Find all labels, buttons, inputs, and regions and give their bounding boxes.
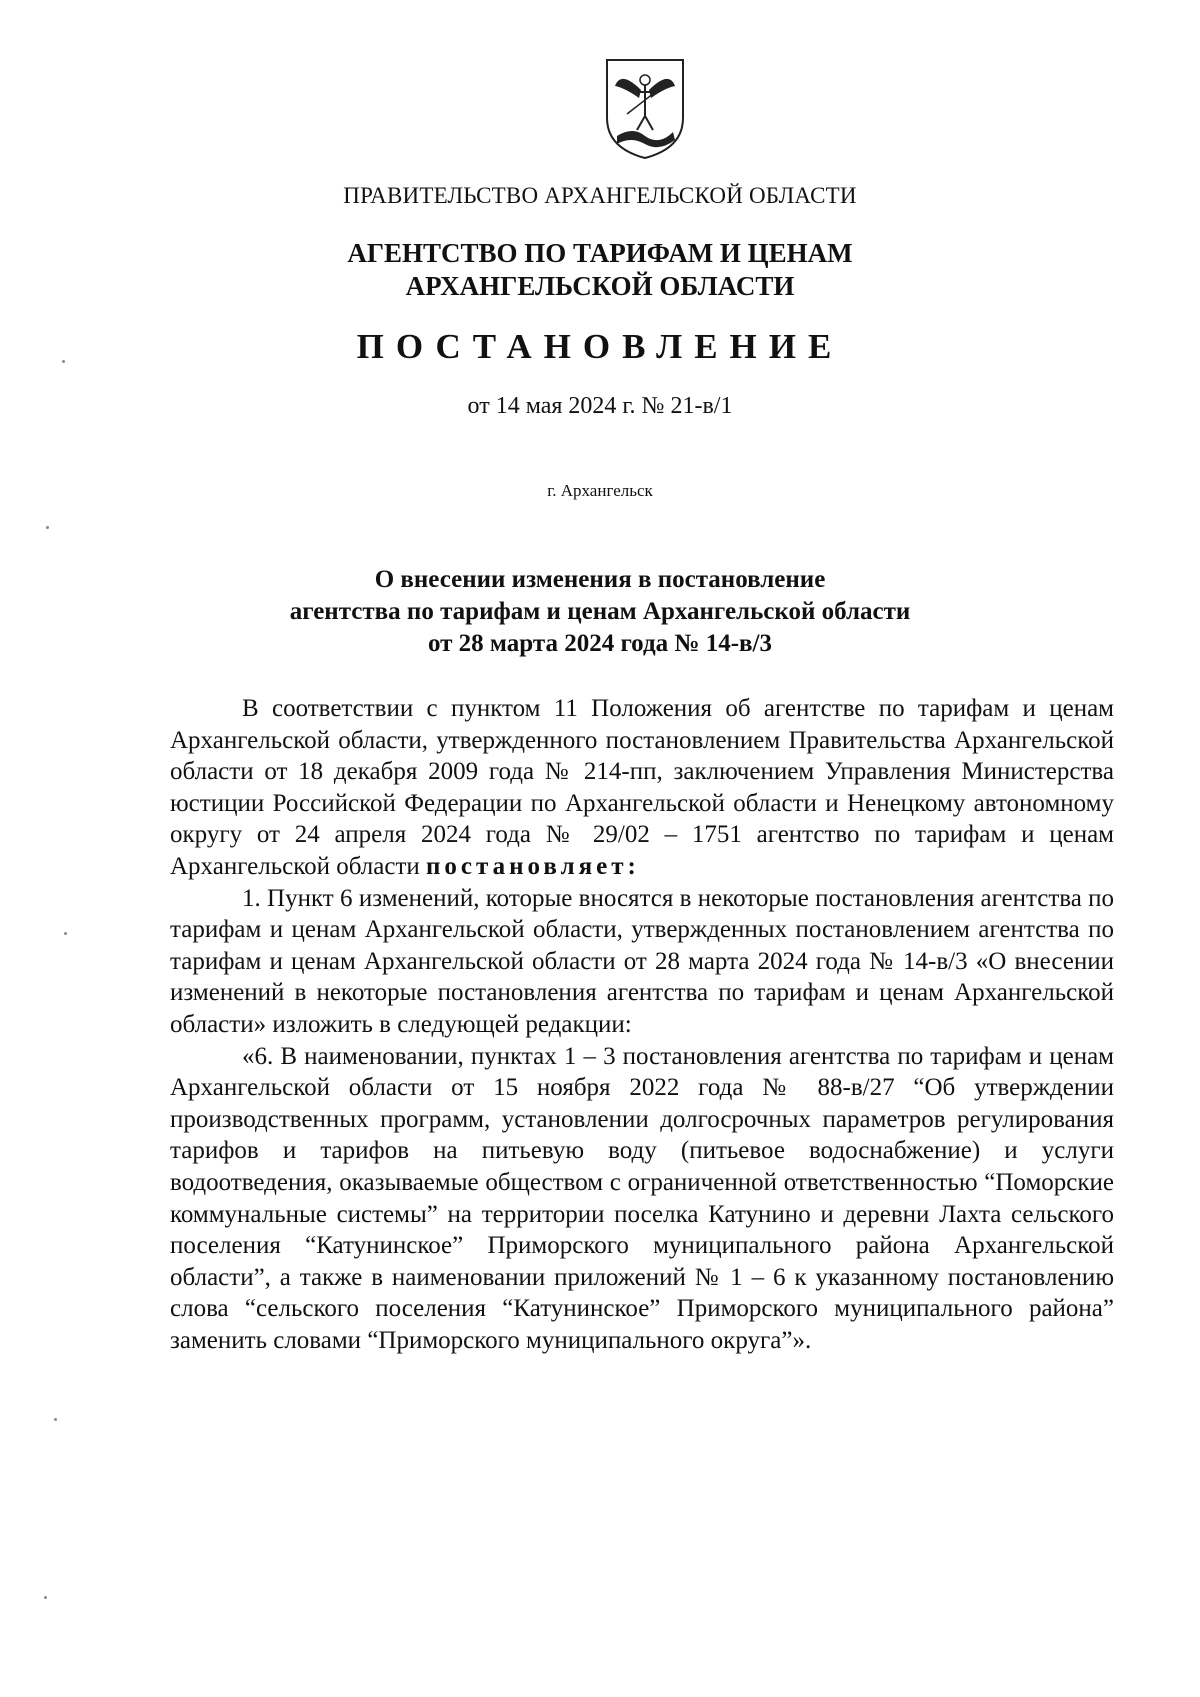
scan-speck — [44, 1596, 47, 1599]
scan-speck — [64, 932, 67, 935]
government-name: ПРАВИТЕЛЬСТВО АРХАНГЕЛЬСКОЙ ОБЛАСТИ — [343, 183, 857, 208]
scan-speck — [54, 1418, 57, 1421]
preamble-text: В соответствии с пунктом 11 Положения об агентстве по тарифам и ценам Архангельской области, утвержденного постановлением Правительства Архангельской области от 18 декабря 2009 года № 214-пп, заключением Управления Министерства юстиции Российской Федерации по Архангельской области и Ненецкому автономному округу от 24 апреля 2024 года № 29/02 – 1751 агентство по тарифам и ценам Архангельской области — [170, 695, 1114, 880]
document-city: г. Архангельск — [547, 481, 653, 500]
resolves-word: постановляет: — [426, 852, 640, 880]
agency-name-line1: АГЕНТСТВО ПО ТАРИФАМ И ЦЕНАМ — [347, 238, 853, 268]
scan-speck — [46, 526, 49, 529]
document-body — [170, 693, 1114, 1356]
subject-line1: О внесении изменения в постановление — [374, 566, 826, 593]
agency-name-line2: АРХАНГЕЛЬСКОЙ ОБЛАСТИ — [405, 271, 795, 301]
document-date-number: от 14 мая 2024 г. № 21-в/1 — [467, 393, 733, 419]
item-1-paragraph: 1. Пункт 6 изменений, которые вносятся в некоторые постановления агентства по тарифам и ценам Архангельской области, утвержденных постановлением агентства по тарифам и ценам Архангельской области от 28 марта 2024 года № 14-в/3 «О внесении изменений в некоторые постановления агентства по тарифам и ценам Архангельской области» изложить в следующей редакции: — [170, 884, 1114, 1038]
item-6-paragraph: «6. В наименовании, пунктах 1 – 3 постановления агентства по тарифам и ценам Архангельской области от 15 ноября 2022 года № 88-в/27 “Об утверждении производственных программ, установлении долгосрочных параметров регулирования тарифов и тарифов на питьевую воду (питьевое водоснабжение) и услуги водоотведения, оказываемые обществом с ограниченной ответственностью “Поморские коммунальные системы” на территории поселка Катунино и деревни Лахта сельского поселения “Катунинское” Приморского муниципального района Архангельской области”, а также в наименовании приложений № 1 – 6 к указанному постановлению слова “сельского поселения “Катунинское” Приморского муниципального района” заменить словами “Приморского муниципального округа”». — [170, 1042, 1114, 1354]
subject-line3: от 28 марта 2024 года № 14-в/3 — [427, 630, 773, 657]
preamble-paragraph — [170, 693, 1114, 883]
arkhangelsk-coat-of-arms-icon — [603, 56, 687, 160]
document-subject — [0, 564, 1200, 660]
subject-line2: агентства по тарифам и ценам Архангельской области — [289, 598, 911, 625]
scan-speck — [62, 360, 65, 363]
document-type-title: ПОСТАНОВЛЕНИЕ — [356, 327, 844, 366]
agency-name — [0, 237, 1200, 303]
